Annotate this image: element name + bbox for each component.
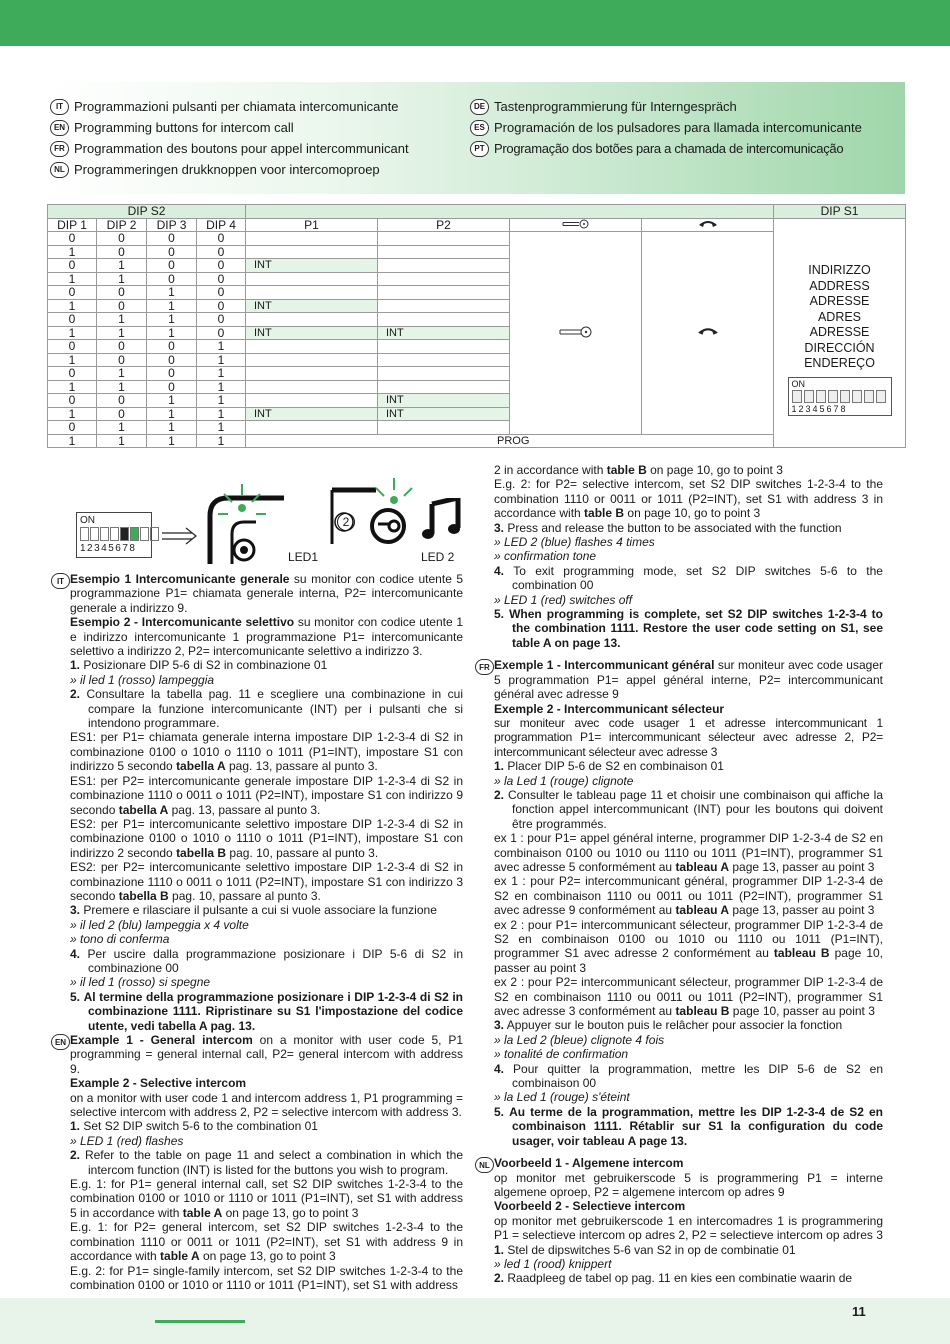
en-step2-text: Refer to the table on page 11 and select a combination in which the intercom function (INT) is listed for the buttons you wish to program. — [84, 1148, 463, 1177]
en-step5: 5. When programming is complete, set S2 DIP switches 1-2-3-4 to the combination 1111. Restore the user code setting on S1, see table A on page 13. — [494, 607, 883, 650]
en-eg3: E.g. 2: for P1= single-family intercom, set S2 DIP switches 1-2-3-4 to the combination 0100 or 1010 or 1110 or 1011 (P1=INT), set S1 with address — [70, 1263, 463, 1292]
table-cell: 1 — [48, 353, 97, 367]
table-cell-p2 — [378, 232, 510, 246]
table-cell-p2 — [378, 259, 510, 273]
en-step1-info: » LED 1 (red) flashes — [70, 1133, 184, 1148]
table-cell: 0 — [147, 353, 197, 367]
en-step5-text: When programming is complete, set S2 DIP switches 1-2-3-4 to the combination 1111. Restore the user code setting on S1, see table A on page 13. — [509, 607, 883, 650]
col-header-dip1: DIP 1 — [48, 218, 97, 232]
arrow-icon — [162, 526, 200, 546]
header-line-pt — [470, 138, 862, 159]
it-step1-text: Posizionare DIP 5-6 di S2 in combinazione 01 — [83, 658, 328, 673]
table-cell-p1: INT — [246, 326, 378, 340]
table-cell: 1 — [147, 326, 197, 340]
lang-badge-pt: PT — [470, 141, 489, 157]
header-line-de — [470, 96, 862, 117]
table-cell: 0 — [197, 326, 246, 340]
table-cell-p2: INT — [378, 407, 510, 421]
lang-badge-de: DE — [470, 99, 489, 115]
page-number: 11 — [852, 1304, 866, 1319]
table-cell: 0 — [97, 232, 147, 246]
step-number-badge: 2 — [337, 513, 355, 531]
led1-label: LED1 — [288, 550, 319, 564]
table-cell: 0 — [197, 272, 246, 286]
header-left-column — [50, 96, 409, 180]
table-cell: 1 — [97, 434, 147, 448]
it-step4-info: » il led 1 (rosso) si spegne — [70, 975, 211, 990]
table-cell: 1 — [48, 407, 97, 421]
table-cell: 1 — [48, 434, 97, 448]
fr-step3-info2: » tonalité de confirmation — [494, 1047, 629, 1062]
section-en — [47, 1033, 463, 1292]
table-cell: 1 — [197, 353, 246, 367]
table-cell: 1 — [147, 407, 197, 421]
col-header-handset — [642, 218, 774, 232]
col-header-key — [510, 218, 642, 232]
fr-ex1a: ex 1 : pour P1= appel général interne, programmer DIP 1-2-3-4 de S2 en combinaison 0100 ou 1010 ou 1110 ou 1011 (P1=INT), programmer S1 avec adresse 5 conformément au tableau A page 13, passer au point 3 — [494, 831, 883, 874]
nl-example2-title: Voorbeeld 2 - Selectieve intercom — [494, 1199, 686, 1214]
en-step3-info2: » confirmation tone — [494, 549, 597, 564]
table-cell: 1 — [147, 299, 197, 313]
nl-example1-title: Voorbeeld 1 - Algemene intercom — [494, 1156, 684, 1171]
en-step4: 4. To exit programming mode, set S2 DIP switches 5-6 to the combination 00 — [494, 563, 883, 593]
header-line-nl — [50, 159, 409, 180]
table-cell: 0 — [97, 245, 147, 259]
table-cell: 0 — [197, 313, 246, 327]
led-illustration — [76, 468, 466, 566]
dip-programming-table — [47, 204, 906, 448]
it-step3-info1: » il led 2 (blu) lampeggia x 4 volte — [70, 917, 249, 932]
table-cell: 1 — [97, 326, 147, 340]
table-cell-p1 — [246, 232, 378, 246]
handset-function-cell — [642, 232, 774, 435]
it-es1a: ES1: per P1= chiamata generale interna impostare DIP 1-2-3-4 di S2 in combinazione 0100 o 1010 o 1110 o 1011 (P1=INT), impostare S1 con indirizzo 5 secondo tabella A pag. 13, passare al punto 3. — [70, 730, 463, 774]
table-cell: 1 — [197, 421, 246, 435]
table-cell-p1 — [246, 286, 378, 300]
header-right-column — [470, 96, 862, 159]
en-step4-info: » LED 1 (red) switches off — [494, 592, 633, 607]
en-step3-text: Press and release the button to be associated with the function — [507, 520, 842, 535]
table-cell: 0 — [147, 272, 197, 286]
table-cell: 0 — [97, 407, 147, 421]
fr-step3-text: Appuyer sur le bouton puis le relâcher pour associer la fonction — [506, 1018, 843, 1033]
table-cell-p2 — [378, 340, 510, 354]
nl-step1-info: » led 1 (rood) knippert — [494, 1256, 612, 1271]
table-cell: 0 — [97, 353, 147, 367]
it-step3-text: Premere e rilasciare il pulsante a cui si vuole associare la funzione — [83, 903, 437, 918]
table-cell-p1 — [246, 353, 378, 367]
col-header-dip2: DIP 2 — [97, 218, 147, 232]
header-line-es — [470, 117, 862, 138]
nl-step2: 2. Raadpleeg de tabel op pag. 11 en kies een combinatie waarin de — [494, 1271, 853, 1286]
table-cell-p2 — [378, 245, 510, 259]
dip-s1-group-header: DIP S1 — [774, 205, 906, 219]
lang-badge-it: IT — [51, 573, 70, 589]
table-cell: 0 — [48, 421, 97, 435]
section-it — [47, 572, 463, 1033]
lang-badge-es: ES — [470, 120, 489, 136]
table-cell: 1 — [97, 259, 147, 273]
dip-number-label: 12345678 — [791, 403, 848, 414]
footer-bar — [0, 1298, 950, 1344]
left-text-column — [47, 572, 463, 1292]
table-cell-p2 — [378, 367, 510, 381]
table-cell: 0 — [147, 367, 197, 381]
table-cell: 1 — [197, 340, 246, 354]
table-cell-p1 — [246, 394, 378, 408]
table-cell: 0 — [197, 299, 246, 313]
en-step1-text: Set S2 DIP switch 5-6 to the combination 01 — [83, 1119, 318, 1134]
fr-step1-text: Placer DIP 5-6 de S2 en combinaison 01 — [507, 759, 724, 774]
table-cell-p1 — [246, 380, 378, 394]
address-word-it: INDIRIZZO — [808, 263, 871, 277]
fr-ex2b: ex 2 : pour P2= intercommunicant sélecteur, programmer DIP 1-2-3-4 de S2 en combinaison 1110 ou 0011 ou 1011 (P2=INT), programmer S1 avec adresse 3 conformément au tableau B page 10, passer au point 3 — [494, 975, 883, 1019]
it-step2-text: Consultare la tabella pag. 11 e scegliere una combinazione in cui compare la funzione intercomunicante (INT) per i pulsanti che si intendono programmare. — [86, 687, 464, 731]
it-step3: 3. Premere e rilasciare il pulsante a cui si vuole associare la funzione — [70, 903, 437, 918]
dip-switch-levers — [80, 527, 159, 541]
music-note-icon — [422, 498, 462, 540]
table-cell: 0 — [197, 259, 246, 273]
fr-step3: 3. Appuyer sur le bouton puis le relâcher pour associer la fonction — [494, 1018, 843, 1033]
table-cell: 1 — [48, 245, 97, 259]
table-cell-p2 — [378, 421, 510, 435]
it-example1-title: Esempio 1 Intercomunicante generale — [70, 572, 290, 586]
table-cell: 0 — [147, 232, 197, 246]
key-icon — [559, 326, 593, 338]
table-cell: 0 — [197, 286, 246, 300]
en-step1: 1. Set S2 DIP switch 5-6 to the combination 01 — [70, 1119, 318, 1134]
section-nl — [471, 1156, 883, 1286]
top-color-bar — [0, 0, 950, 46]
lang-badge-fr: FR — [50, 141, 69, 157]
table-cell: 0 — [97, 340, 147, 354]
en-example1-body: on a monitor with user code 5, P1 programming = general internal call, P2= general intercom with address 9. — [70, 1033, 463, 1076]
address-word-fr: ADRESSE — [809, 294, 870, 308]
header-title-pt: Programação dos botões para a chamada de intercomunicação — [494, 141, 844, 156]
table-cell-p1: INT — [246, 407, 378, 421]
header-line-it — [50, 96, 409, 117]
table-cell: 0 — [48, 367, 97, 381]
group-header-spacer — [246, 205, 774, 219]
header-title-es: Programación de los pulsadores para llamada intercomunicante — [494, 120, 862, 135]
led2-key-button-icon — [330, 468, 414, 548]
header-title-fr: Programmation des boutons pour appel intercommunicant — [74, 141, 409, 156]
header-banner — [47, 82, 905, 194]
table-cell-p1 — [246, 313, 378, 327]
table-cell-p2 — [378, 353, 510, 367]
table-cell-p1: INT — [246, 259, 378, 273]
en-example2-body: on a monitor with user code 1 and intercom address 1, P1 programming = selective intercom with address 2, P2 = selective intercom with address 3. — [70, 1090, 463, 1120]
table-cell: 1 — [147, 434, 197, 448]
table-cell: 1 — [197, 394, 246, 408]
header-title-it: Programmazioni pulsanti per chiamata intercomunicante — [74, 99, 399, 114]
section-en-continued — [471, 463, 883, 650]
it-step1-info: » il led 1 (rosso) lampeggia — [70, 672, 215, 687]
table-cell-p1 — [246, 367, 378, 381]
table-cell-p1 — [246, 340, 378, 354]
en-example1 — [70, 1033, 463, 1076]
lang-badge-fr: FR — [475, 659, 494, 675]
fr-step2: 2. Consulter le tableau page 11 et choisir une combinaison qui affiche la fonction appel intercommunicant (INT) pour les boutons qui doivent être programmés. — [494, 787, 883, 831]
table-cell-p2: INT — [378, 326, 510, 340]
en-eg2: E.g. 1: for P2= general intercom, set S2 DIP switches 1-2-3-4 to the combination 1110 or 0011 or 1011 (P2=INT), set S1 with address 9 in accordance with table A on page 13, go to point 3 — [70, 1220, 463, 1264]
table-cell: 1 — [147, 313, 197, 327]
table-cell: 1 — [48, 299, 97, 313]
fr-ex2a: ex 2 : pour P1= intercommunicant sélecteur, programmer DIP 1-2-3-4 de S2 en combinaison 0100 ou 1010 ou 1110 ou 1011 (P1=INT), programmer S1 avec adresse 2 conformément au tableau B page 10, passer au point 3 — [494, 917, 884, 975]
table-cell: 1 — [48, 380, 97, 394]
en-step3-info1: » LED 2 (blue) flashes 4 times — [494, 535, 655, 550]
fr-step2-text: Consulter le tableau page 11 et choisir une combinaison qui affiche la fonction appel intercommunicant (INT) pour les boutons qui doivent être programmés. — [507, 787, 883, 831]
address-word-en: ADDRESS — [809, 278, 870, 293]
it-step4-text: Per uscire dalla programmazione posizionare i DIP 5-6 di S2 in combinazione 00 — [87, 946, 463, 975]
table-cell: 0 — [197, 245, 246, 259]
nl-step2-text: Raadpleeg de tabel op pag. 11 en kies een combinatie waarin de — [507, 1271, 853, 1286]
col-header-dip4: DIP 4 — [197, 218, 246, 232]
table-cell: 1 — [147, 394, 197, 408]
table-cell: 1 — [97, 272, 147, 286]
table-cell-p2 — [378, 286, 510, 300]
nl-step1: 1. Stel de dipswitches 5-6 van S2 in op de combinatie 01 — [494, 1242, 796, 1257]
table-cell-p1 — [246, 245, 378, 259]
nl-step1-text: Stel de dipswitches 5-6 van S2 in op de combinatie 01 — [507, 1242, 796, 1257]
table-cell: 0 — [97, 286, 147, 300]
table-cell: 0 — [97, 299, 147, 313]
fr-step4-text: Pour quitter la programmation, mettre les DIP 5-6 de S2 en combinaison 00 — [512, 1061, 884, 1091]
en-example1-title: Example 1 - General intercom — [70, 1033, 253, 1047]
it-es2b: ES2: per P2= intercomunicante selettivo impostare DIP 1-2-3-4 di S2 in combinazione 1110 o 0011 o 1011 (P2=INT), impostare S1 con indirizzo 3 secondo tabella B pag. 10, passare al punto 3. — [70, 860, 463, 903]
table-cell: 1 — [197, 380, 246, 394]
nl-example1-body: op monitor met gebruikerscode 5 is programmering P1 = interne algemene oproep, P2 = algemene intercom op adres 9 — [494, 1170, 883, 1199]
col-header-p1: P1 — [246, 218, 378, 232]
fr-step3-info1: » la Led 2 (bleue) clignote 4 fois — [494, 1032, 665, 1047]
fr-step1-info: » la Led 1 (rouge) clignote — [494, 773, 634, 788]
dip-s2-group-header: DIP S2 — [48, 205, 246, 219]
table-cell: 0 — [97, 394, 147, 408]
table-cell-p2 — [378, 299, 510, 313]
table-row — [48, 232, 906, 246]
led2-label: LED 2 — [421, 550, 455, 564]
table-cell-p1: INT — [246, 299, 378, 313]
dip-on-label: ON — [791, 378, 805, 389]
dip-switch-levers — [792, 390, 888, 403]
table-cell: 1 — [147, 286, 197, 300]
en-step2: 2. Refer to the table on page 11 and select a combination in which the intercom function (INT) is listed for the buttons you wish to program. — [70, 1148, 463, 1177]
address-word-pt: ENDEREÇO — [804, 356, 875, 370]
fr-step4-info: » la Led 1 (rouge) s'éteint — [494, 1090, 630, 1105]
table-cell-p2: INT — [378, 394, 510, 408]
dip-table-body — [48, 232, 906, 448]
dip-number-label: 12345678 — [80, 543, 137, 554]
key-icon — [562, 219, 590, 229]
table-cell: 0 — [48, 286, 97, 300]
lang-badge-nl: NL — [50, 162, 69, 178]
handset-icon — [697, 326, 719, 337]
en-cont1: 2 in accordance with table B on page 10, go to point 3 — [494, 463, 783, 477]
address-word-es: DIRECCIÓN — [804, 340, 875, 355]
en-step4-text: To exit programming mode, set S2 DIP switches 5-6 to the combination 00 — [512, 563, 883, 593]
handset-icon — [698, 219, 718, 229]
dip-switch-s2 — [76, 512, 152, 558]
table-cell: 0 — [48, 340, 97, 354]
it-example2-title: Esempio 2 - Intercomunicante selettivo — [70, 615, 295, 630]
fr-example2-title: Exemple 2 - Intercommunicant sélecteur — [494, 701, 725, 716]
dip-on-label: ON — [80, 515, 95, 526]
it-step4: 4. Per uscire dalla programmazione posizionare i DIP 5-6 di S2 in combinazione 00 — [70, 946, 463, 975]
table-cell-p2 — [378, 380, 510, 394]
it-example2-body: su monitor con codice utente 1 e indirizzo intercomunicante 1 programmazione P1= intercomunicante selettivo a indirizzo 2, P2= intercomunicante selettivo a indirizzo 3. — [70, 615, 464, 659]
fr-step4: 4. Pour quitter la programmation, mettre les DIP 5-6 de S2 en combinaison 00 — [494, 1061, 884, 1091]
fr-example1-body: sur moniteur avec code usager 5 programmation P1= appel général interne, P2= intercommunicant général avec adresse 9 — [494, 658, 883, 702]
table-cell-p2 — [378, 313, 510, 327]
fr-step5: 5. Au terme de la programmation, mettre les DIP 1-2-3-4 de S2 en combinaison 1111. Rétablir sur S1 la configuration du code usager, voir tableau A page 13. — [494, 1104, 883, 1148]
it-es1b: ES1: per P2= intercomunicante generale impostare DIP 1-2-3-4 di S2 in combinazione 1110 o 0011 o 1011 (P2=INT), impostare S1 con indirizzo 9 secondo tabella A pag. 13, passare al punto 3. — [70, 773, 463, 817]
it-es2a: ES2: per P1= intercomunicante selettivo impostare DIP 1-2-3-4 di S2 in combinazione 0100 o 1010 o 1110 o 1011 (P1=INT), impostare S1 con indirizzo 2 secondo tabella B pag. 10, passare al punto 3. — [70, 816, 463, 860]
table-cell-p1 — [246, 421, 378, 435]
table-cell: 0 — [147, 245, 197, 259]
led1-monitor-icon — [206, 476, 286, 566]
table-cell: 0 — [147, 380, 197, 394]
dip-switch-s1 — [788, 377, 892, 416]
right-text-column — [471, 463, 883, 1286]
fr-example1 — [494, 658, 883, 701]
fr-example2-body: sur moniteur avec code usager 1 et adresse intercommunicant 1 programmation P1= intercommunicant sélecteur avec adresse 2, P2= intercommunicant sélecteur avec adresse 3 — [494, 715, 883, 759]
en-step3: 3. Press and release the button to be associated with the function — [494, 520, 842, 535]
table-cell-prog: PROG — [246, 434, 774, 448]
dip-s1-address-cell — [774, 232, 906, 448]
table-cell-p1 — [246, 272, 378, 286]
header-title-de: Tastenprogrammierung für Interngespräch — [494, 99, 737, 114]
header-title-nl: Programmeringen drukknoppen voor intercomoproep — [74, 162, 380, 177]
it-step5-text: Al termine della programmazione posizionare i DIP 1-2-3-4 di S2 in combinazione 1111. Ripristinare su S1 l'impostazione del codice utente, vedi tabella A pag. 13. — [83, 989, 463, 1033]
fr-example1-title: Exemple 1 - Intercommunicant général — [494, 658, 715, 673]
table-cell: 0 — [48, 232, 97, 246]
table-cell: 1 — [197, 367, 246, 381]
table-cell: 1 — [197, 434, 246, 448]
lang-badge-nl: NL — [475, 1157, 494, 1173]
header-line-en — [50, 117, 409, 138]
lang-badge-en: EN — [51, 1034, 70, 1050]
en-example2-title: Example 2 - Selective intercom — [70, 1076, 247, 1091]
table-cell: 0 — [197, 232, 246, 246]
en-eg4: E.g. 2: for P2= selective intercom, set S2 DIP switches 1-2-3-4 to the combination 1110 or 0011 or 1011 (P2=INT), set S1 with address 3 in accordance with table B on page 10, go to point 3 — [494, 477, 883, 521]
table-cell: 0 — [48, 394, 97, 408]
fr-step5-text: Au terme de la programmation, mettre les DIP 1-2-3-4 de S2 en combinaison 1111. Rétablir sur S1 la configuration du code usager, voir tableau A page 13. — [509, 1104, 883, 1148]
it-step1: 1. Posizionare DIP 5-6 di S2 in combinazione 01 — [70, 658, 328, 673]
it-step5: 5. Al termine della programmazione posizionare i DIP 1-2-3-4 di S2 in combinazione 1111. Ripristinare su S1 l'impostazione del codice utente, vedi tabella A pag. 13. — [70, 989, 463, 1033]
table-cell: 0 — [48, 313, 97, 327]
header-line-fr — [50, 138, 409, 159]
table-cell: 1 — [97, 367, 147, 381]
nl-example2-body: op monitor met gebruikerscode 1 en intercomadres 1 is programmering P1 = selectieve intercom op adres 2, P2 = selectieve intercom op adres 3 — [494, 1213, 883, 1243]
dip-s1-spacer — [774, 218, 906, 232]
it-example1-body: su monitor con codice utente 5 programmazione P1= chiamata generale interna, P2= intercomunicante generale a indirizzo 9. — [70, 572, 464, 615]
en-eg1: E.g. 1: for P1= general internal call, set S2 DIP switches 1-2-3-4 to the combination 0100 or 1010 or 1110 or 1011 (P1=INT), set S1 with address 5 in accordance with table A on page 13, go to point 3 — [70, 1177, 463, 1220]
table-cell-p2 — [378, 272, 510, 286]
table-cell: 1 — [197, 407, 246, 421]
it-step3-info2: » tono di conferma — [70, 932, 170, 947]
footer-accent-line — [155, 1320, 245, 1323]
table-cell: 1 — [97, 421, 147, 435]
section-fr — [471, 658, 883, 1148]
it-example1 — [70, 572, 463, 615]
it-step2: 2. Consultare la tabella pag. 11 e scegliere una combinazione in cui compare la funzione intercomunicante (INT) per i pulsanti che si intendono programmare. — [70, 687, 464, 731]
col-header-dip3: DIP 3 — [147, 218, 197, 232]
lang-badge-en: EN — [50, 120, 69, 136]
fr-ex1b: ex 1 : pour P2= intercommunicant général, programmer DIP 1-2-3-4 de S2 en combinaison 1110 ou 0011 ou 1011 (P2=INT), programmer S1 avec adresse 9 conformément au tableau A page 13, passer au point 3 — [494, 874, 883, 918]
fr-step1: 1. Placer DIP 5-6 de S2 en combinaison 01 — [494, 759, 724, 774]
col-header-p2: P2 — [378, 218, 510, 232]
address-word-nl: ADRES — [817, 309, 862, 324]
table-cell: 1 — [48, 326, 97, 340]
lang-badge-it: IT — [50, 99, 69, 115]
table-cell: 1 — [147, 421, 197, 435]
table-cell: 1 — [48, 272, 97, 286]
table-cell: 0 — [48, 259, 97, 273]
table-cell: 1 — [97, 380, 147, 394]
it-example2 — [70, 615, 463, 658]
key-function-cell — [510, 232, 642, 435]
table-cell: 0 — [147, 259, 197, 273]
table-cell: 0 — [147, 340, 197, 354]
table-cell: 1 — [97, 313, 147, 327]
header-title-en: Programming buttons for intercom call — [74, 120, 294, 135]
address-word-de: ADRESSE — [809, 325, 870, 339]
